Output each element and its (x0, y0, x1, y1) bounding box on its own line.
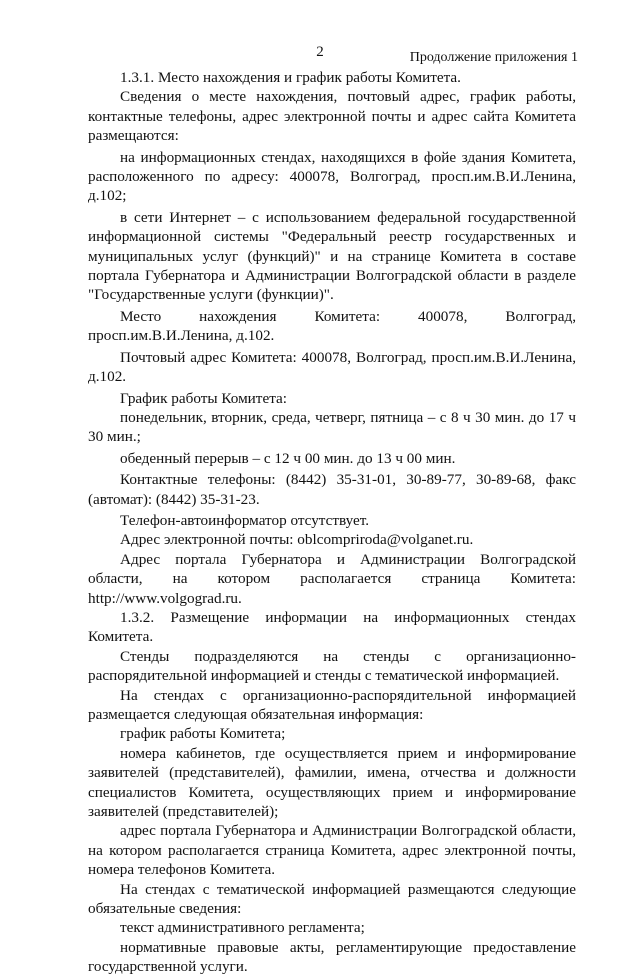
paragraph: На стендах с организационно-распорядительной информацией размещается следующая обязательная информация: (88, 686, 576, 723)
paragraph: Контактные телефоны: (8442) 35-31-01, 30-89-77, 30-89-68, факс (автомат): (8442) 35-31-23. (88, 471, 576, 508)
paragraph: номера кабинетов, где осуществляется прием и информирование заявителей (представителей), фамилии, имена, отчества и должности специалистов Комитета, осуществляющих прием и информирование заявителей (представителей); (88, 744, 576, 821)
page-number: 2 (316, 44, 324, 60)
paragraph: понедельник, вторник, среда, четверг, пятница – с 8 ч 30 мин. до 17 ч 30 мин.; (88, 408, 576, 446)
paragraph: Место нахождения Комитета: 400078, Волгоград, просп.им.В.И.Ленина, д.102. (88, 307, 576, 345)
paragraph: График работы Комитета: (120, 389, 287, 407)
paragraph: на информационных стендах, находящихся в фойе здания Комитета, расположенного по адресу: 400078, Волгоград, просп.им.В.И.Ленина, д.102; (88, 148, 576, 205)
paragraph: нормативные правовые акты, регламентирующие предоставление государственной услуги. (88, 938, 576, 976)
paragraph: Адрес электронной почты: oblcomprіroda@volganet.ru. (120, 531, 474, 549)
paragraph: На стендах с тематической информацией размещаются следующие обязательные сведения: (88, 880, 576, 918)
running-header: Продолжение приложения 1 (409, 50, 578, 65)
paragraph: Сведения о месте нахождения, почтовый адрес, график работы, контактные телефоны, адрес электронной почты и адрес сайта Комитета размещаются: (88, 88, 576, 145)
paragraph: обеденный перерыв – с 12 ч 00 мин. до 13 ч 00 мин. (120, 449, 456, 467)
paragraph: 1.3.2. Размещение информации на информационных стендах Комитета. (88, 608, 576, 646)
paragraph: Стенды подразделяются на стенды с организационно-распорядительной информацией и стенды с тематической информацией. (88, 647, 576, 685)
paragraph: Почтовый адрес Комитета: 400078, Волгоград, просп.им.В.И.Ленина, д.102. (88, 348, 576, 386)
document-body (88, 68, 576, 977)
paragraph: Адрес портала Губернатора и Администрации Волгоградской области, на котором располагается страница Комитета: http://www.volgograd.ru. (88, 550, 576, 607)
paragraph: в сети Интернет – с использованием федеральной государственной информационной системы "Федеральный реестр государственных и муниципальных услуг (функций)" и на странице Комитета в составе портала Губернатора и Администрации Волгоградской области в разделе "Государственные услуги (функции)". (88, 208, 576, 304)
paragraph: адрес портала Губернатора и Администрации Волгоградской области, на котором располагается страница Комитета, адрес электронной почты, номера телефонов Комитета. (88, 822, 576, 879)
paragraph: Телефон-автоинформатор отсутствует. (120, 511, 370, 529)
paragraph: 1.3.1. Место нахождения и график работы Комитета. (120, 69, 461, 86)
paragraph: график работы Комитета; (120, 725, 286, 743)
paragraph: текст административного регламента; (120, 919, 365, 937)
